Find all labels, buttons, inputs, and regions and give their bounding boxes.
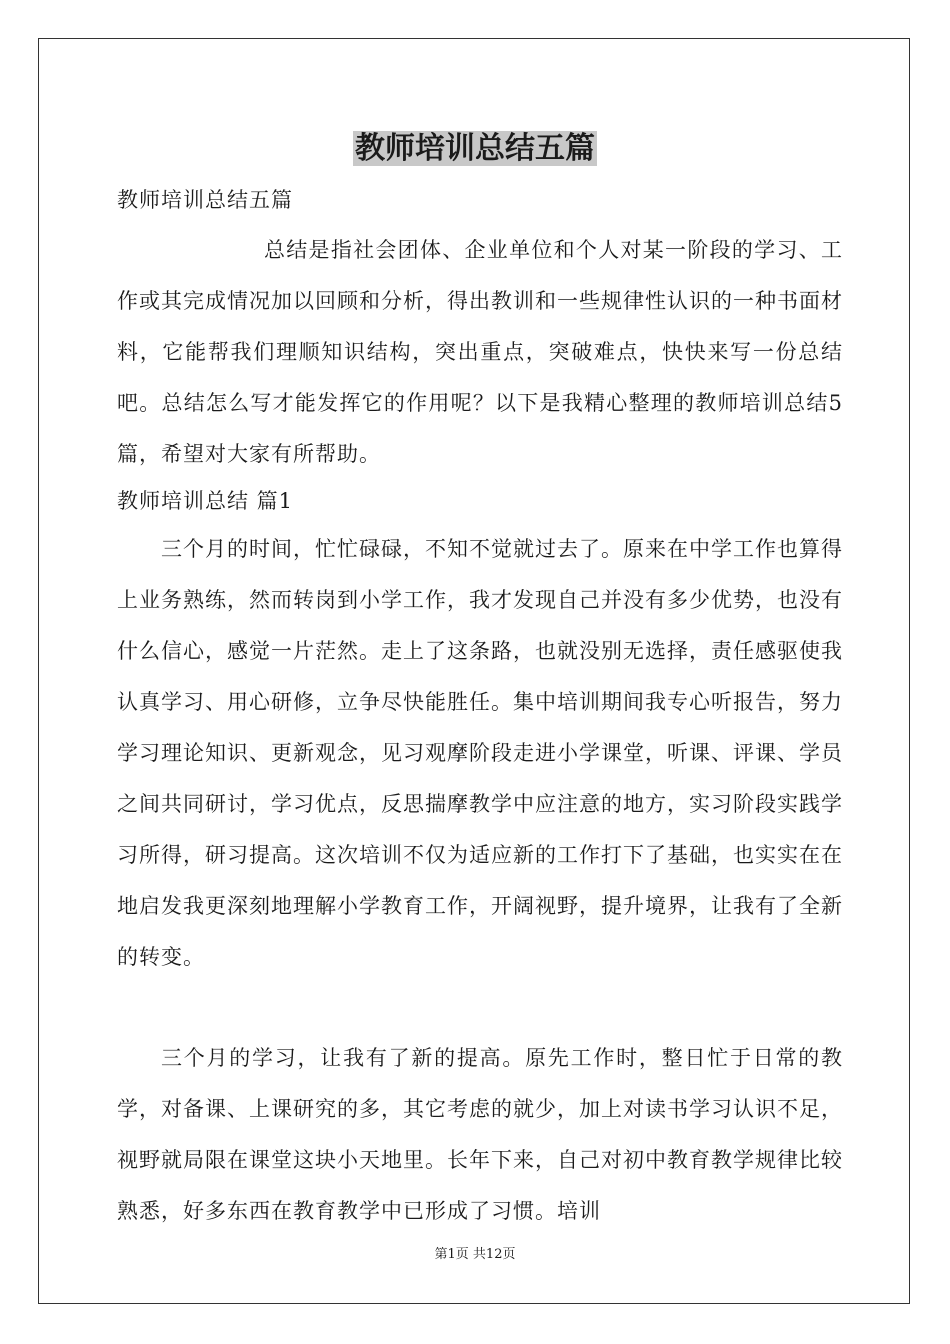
document-subtitle: 教师培训总结五篇 (117, 188, 293, 212)
body-paragraph-2: 三个月的学习，让我有了新的提高。原先工作时，整日忙于日常的教学，对备课、上课研究的多，其它考虑的就少，加上对读书学习认识不足，视野就局限在课堂这块小天地里。长年下来，自己对初中教育教学规律比较熟悉，好多东西在教育教学中已形成了习惯。培训 (117, 1046, 843, 1223)
document-title (0, 126, 950, 172)
section-heading: 教师培训总结 篇1 (117, 489, 294, 513)
intro-paragraph: 总结是指社会团体、企业单位和个人对某一阶段的学习、工作或其完成情况加以回顾和分析，得出教训和一些规律性认识的一种书面材料，它能帮我们理顺知识结构，突出重点，突破难点，快快来写一份总结吧。总结怎么写才能发挥它的作用呢？以下是我精心整理的教师培训总结5篇，希望对大家有所帮助。 (117, 238, 843, 466)
body-paragraph-1: 三个月的时间，忙忙碌碌，不知不觉就过去了。原来在中学工作也算得上业务熟练，然而转岗到小学工作，我才发现自己并没有多少优势，也没有什么信心，感觉一片茫然。走上了这条路，也就没别无选择，责任感驱使我认真学习、用心研修，立争尽快能胜任。集中培训期间我专心听报告，努力学习理论知识、更新观念，见习观摩阶段走进小学课堂，听课、评课、学员之间共同研讨，学习优点，反思揣摩教学中应注意的地方，实习阶段实践学习所得，研习提高。这次培训不仅为适应新的工作打下了基础，也实实在在地启发我更深刻地理解小学教育工作，开阔视野，提升境界，让我有了全新的转变。 (117, 537, 843, 969)
document-title-text: 教师培训总结五篇 (355, 131, 595, 166)
page-number-footer: 第1页 共12页 (434, 1247, 516, 1262)
